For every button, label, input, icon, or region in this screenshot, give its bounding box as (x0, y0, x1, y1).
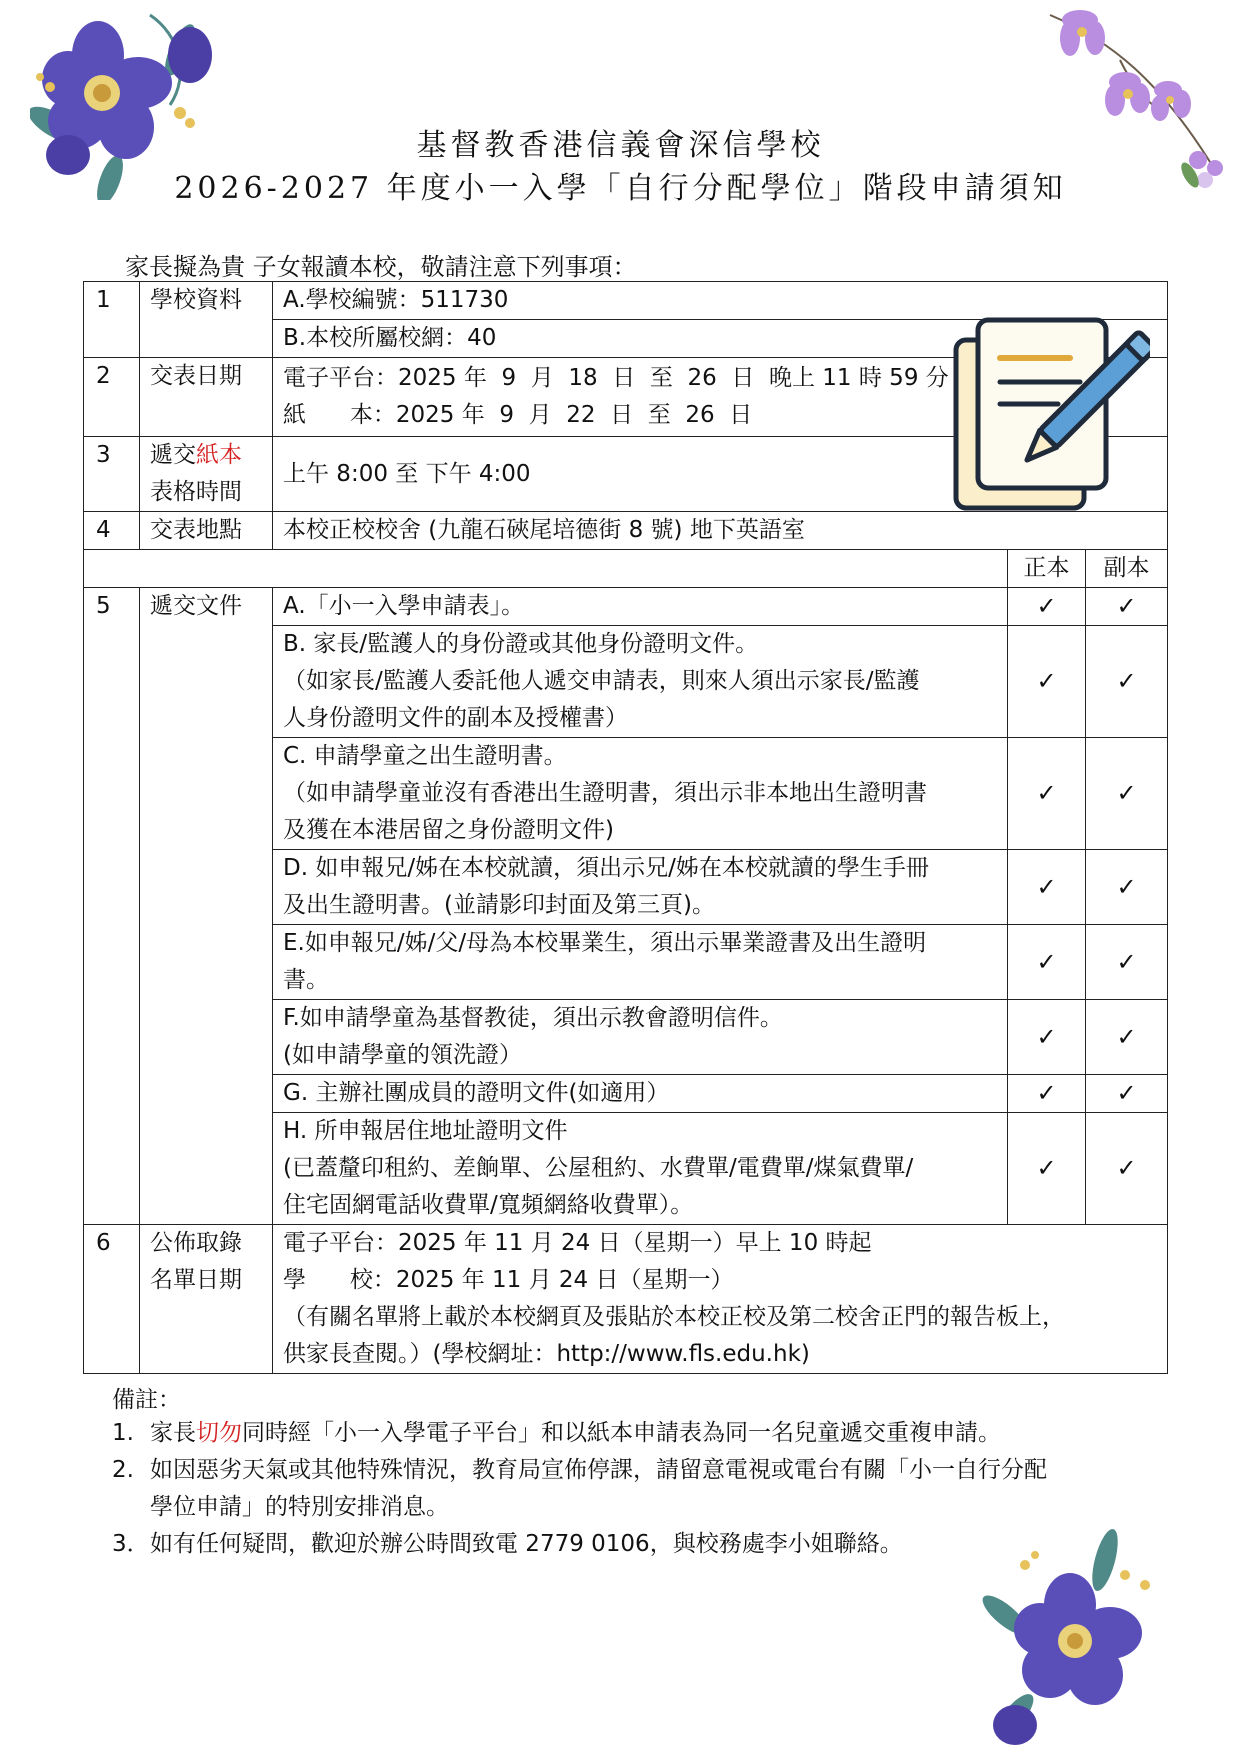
note-item (112, 1415, 1001, 1452)
item-line: 及獲在本港居留之身份證明文件) (283, 817, 614, 843)
item-line: 及出生證明書。(並請影印封面及第三頁)。 (283, 892, 715, 918)
row-label (140, 437, 273, 512)
item-line: （如申請學童並沒有香港出生證明書，須出示非本地出生證明書 (283, 780, 927, 806)
row-number: 1 (84, 282, 140, 358)
flower-decoration-bottom-right (975, 1525, 1175, 1750)
check-icon: ✓ (1008, 738, 1086, 850)
document-item-g: G. 主辦社團成員的證明文件(如適用） (273, 1075, 1008, 1113)
announcement-dates (273, 1225, 1168, 1374)
check-icon: ✓ (1086, 850, 1168, 925)
check-icon: ✓ (1086, 1075, 1168, 1113)
document-item-b (273, 626, 1008, 738)
online-dates: 電子平台：2025 年 9 月 18 日 至 26 日 晚上 11 時 59 分 (283, 365, 949, 391)
check-icon: ✓ (1008, 1000, 1086, 1075)
check-icon: ✓ (1008, 626, 1086, 738)
item-line: （如家長/監護人委託他人遞交申請表，則來人須出示家長/監護 (283, 668, 920, 694)
document-item-f (273, 1000, 1008, 1075)
check-icon: ✓ (1008, 850, 1086, 925)
item-line: B. 家長/監護人的身份證或其他身份證明文件。 (283, 631, 759, 657)
check-icon: ✓ (1086, 588, 1168, 626)
row-number: 2 (84, 358, 140, 437)
item-line: 書。 (283, 967, 329, 993)
note-text: 如因惡劣天氣或其他特殊情況，教育局宣佈停課，請留意電視或電台有關「小一自行分配 (150, 1457, 1047, 1483)
item-line: F.如申請學童為基督教徒，須出示教會證明信件。 (283, 1005, 783, 1031)
item-line: (已蓋釐印租約、差餉單、公屋租約、水費單/電費單/煤氣費單/ (283, 1155, 914, 1181)
paper-dates: 紙 本：2025 年 9 月 22 日 至 26 日 (283, 402, 753, 428)
item-line: 供家長查閱。）(學校網址：http://www.fls.edu.hk) (283, 1341, 810, 1367)
submission-time: 上午 8:00 至 下午 4:00 (273, 437, 1168, 512)
note-text: 如有任何疑問，歡迎於辦公時間致電 2779 0106，與校務處李小姐聯絡。 (150, 1531, 903, 1557)
check-icon: ✓ (1086, 1113, 1168, 1225)
label-part: 表格時間 (150, 479, 242, 505)
item-line: 學 校：2025 年 11 月 24 日（星期一） (283, 1267, 734, 1293)
item-line: 人身份證明文件的副本及授權書） (283, 705, 628, 731)
row-number: 4 (84, 512, 140, 550)
item-line: H. 所申報居住地址證明文件 (283, 1118, 568, 1144)
table-header-row (84, 550, 1168, 588)
item-line: 電子平台：2025 年 11 月 24 日（星期一）早上 10 時起 (283, 1230, 872, 1256)
note-text: 同時經「小一入學電子平台」和以紙本申請表為同一名兒童遞交重複申請。 (242, 1420, 1001, 1446)
check-icon: ✓ (1086, 925, 1168, 1000)
item-line: 住宅固網電話收費單/寬頻網絡收費單）。 (283, 1192, 694, 1218)
item-line: C. 申請學童之出生證明書。 (283, 743, 567, 769)
school-net: B.本校所屬校網：40 (273, 320, 1168, 358)
submission-location: 本校正校校舍 (九龍石硤尾培德街 8 號) 地下英語室 (273, 512, 1168, 550)
note-highlight: 切勿 (196, 1420, 242, 1446)
label-part: 名單日期 (150, 1267, 242, 1293)
note-number: 1. (112, 1420, 134, 1446)
table-row (84, 588, 1168, 626)
note-number: 3． (112, 1531, 150, 1557)
school-code: A.學校編號：511730 (273, 282, 1168, 320)
document-item-d (273, 850, 1008, 925)
item-line: E.如申報兄/姊/父/母為本校畢業生，須出示畢業證書及出生證明 (283, 930, 927, 956)
check-icon: ✓ (1086, 626, 1168, 738)
row-label (140, 1225, 273, 1374)
table-row (84, 512, 1168, 550)
note-text: 學位申請」的特別安排消息。 (150, 1494, 449, 1520)
note-item (112, 1526, 903, 1563)
item-line: （有關名單將上載於本校網頁及張貼於本校正校及第二校舍正門的報告板上， (283, 1304, 1065, 1330)
row-label: 交表日期 (140, 358, 273, 437)
label-highlight: 紙本 (196, 442, 242, 468)
empty-header-cell (84, 550, 1008, 588)
original-header: 正本 (1008, 550, 1086, 588)
label-part: 公佈取錄 (150, 1230, 242, 1256)
check-icon: ✓ (1008, 588, 1086, 626)
check-icon: ✓ (1008, 1075, 1086, 1113)
row-number: 5 (84, 588, 140, 1225)
document-item-h (273, 1113, 1008, 1225)
document-pencil-icon (950, 312, 1150, 517)
note-item (112, 1452, 1047, 1526)
row-number: 6 (84, 1225, 140, 1374)
note-text: 家長 (150, 1420, 196, 1446)
document-item-e (273, 925, 1008, 1000)
check-icon: ✓ (1008, 1113, 1086, 1225)
table-row (84, 1225, 1168, 1374)
copy-header: 副本 (1086, 550, 1168, 588)
row-number: 3 (84, 437, 140, 512)
document-item-a: A.「小一入學申請表」。 (273, 588, 1008, 626)
remarks-title: 備註： (112, 1387, 181, 1413)
document-item-c (273, 738, 1008, 850)
intro-text: 家長擬為貴 子女報讀本校，敬請注意下列事項： (125, 253, 637, 281)
row-label: 交表地點 (140, 512, 273, 550)
row-label: 遞交文件 (140, 588, 273, 1225)
row-label: 學校資料 (140, 282, 273, 358)
notice-title: 2026-2027 年度小一入學「自行分配學位」階段申請須知 (174, 171, 1067, 206)
check-icon: ✓ (1086, 1000, 1168, 1075)
label-part: 遞交 (150, 442, 196, 468)
school-name-title: 基督教香港信義會深信學校 (416, 128, 825, 163)
check-icon: ✓ (1008, 925, 1086, 1000)
note-number: 2. (112, 1457, 134, 1483)
item-line: (如申請學童的領洗證） (283, 1042, 522, 1068)
item-line: D. 如申報兄/姊在本校就讀，須出示兄/姊在本校就讀的學生手冊 (283, 855, 929, 881)
check-icon: ✓ (1086, 738, 1168, 850)
